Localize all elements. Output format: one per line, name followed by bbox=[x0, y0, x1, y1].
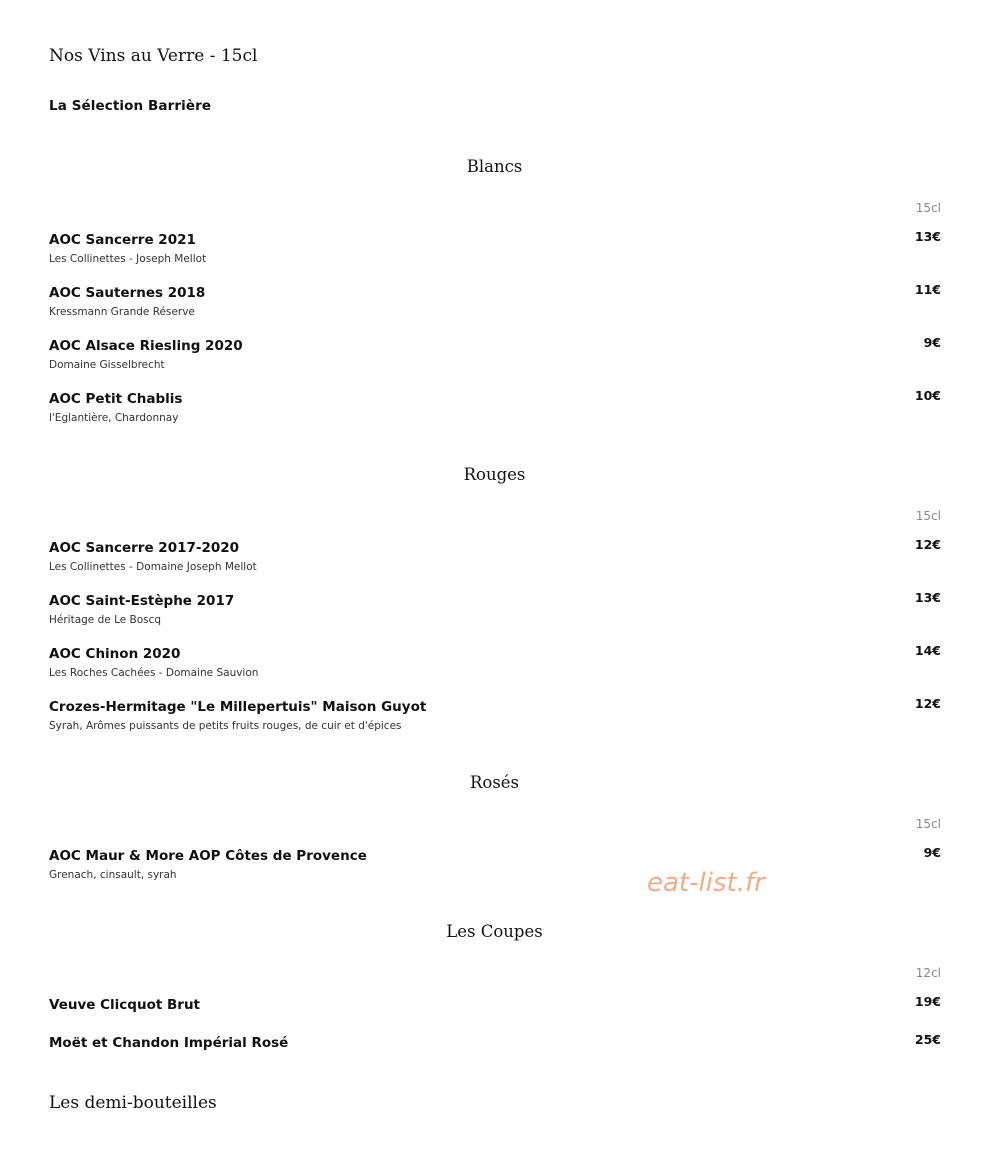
wine-price: 13€ bbox=[914, 229, 941, 244]
wine-price: 12€ bbox=[914, 537, 941, 552]
list-item bbox=[49, 282, 941, 329]
wine-description: Les Collinettes - Joseph Mellot bbox=[49, 253, 207, 265]
list-item bbox=[49, 1032, 941, 1057]
wine-price: 9€ bbox=[923, 845, 941, 860]
wine-description: Les Roches Cachées - Domaine Sauvion bbox=[49, 667, 259, 679]
list-item bbox=[49, 643, 941, 690]
wine-price: 19€ bbox=[914, 994, 941, 1009]
list-item bbox=[49, 845, 941, 892]
wine-name: AOC Alsace Riesling 2020 bbox=[49, 338, 243, 354]
wine-name: AOC Maur & More AOP Côtes de Provence bbox=[49, 848, 367, 864]
volume-label: 15cl bbox=[915, 201, 941, 215]
wine-description: Les Collinettes - Domaine Joseph Mellot bbox=[49, 561, 257, 573]
wine-description: Domaine Gisselbrecht bbox=[49, 359, 165, 371]
wine-description: Héritage de Le Boscq bbox=[49, 614, 162, 626]
wine-price: 25€ bbox=[914, 1032, 941, 1047]
section-title: Rouges bbox=[463, 465, 526, 484]
page-title: Nos Vins au Verre - 15cl bbox=[49, 46, 258, 66]
volume-label: 15cl bbox=[915, 817, 941, 831]
wine-name: AOC Saint-Estèphe 2017 bbox=[49, 593, 235, 609]
wine-description: Grenach, cinsault, syrah bbox=[49, 869, 177, 881]
volume-label: 15cl bbox=[915, 509, 941, 523]
list-item bbox=[49, 590, 941, 637]
wine-price: 10€ bbox=[914, 388, 941, 403]
list-item bbox=[49, 537, 941, 584]
wine-price: 12€ bbox=[914, 696, 941, 711]
half-bottles-heading: Les demi-bouteilles bbox=[49, 1093, 217, 1113]
wine-name: AOC Chinon 2020 bbox=[49, 646, 181, 662]
volume-label: 12cl bbox=[915, 966, 941, 980]
wine-price: 9€ bbox=[923, 335, 941, 350]
list-item bbox=[49, 335, 941, 382]
wine-name: AOC Petit Chablis bbox=[49, 391, 183, 407]
wine-name: AOC Sancerre 2021 bbox=[49, 232, 196, 248]
list-item bbox=[49, 994, 941, 1019]
wine-description: Kressmann Grande Réserve bbox=[49, 306, 195, 318]
section-title: Les Coupes bbox=[446, 922, 543, 941]
wine-price: 14€ bbox=[914, 643, 941, 658]
wine-price: 13€ bbox=[914, 590, 941, 605]
section-title: Blancs bbox=[466, 157, 523, 176]
list-item bbox=[49, 229, 941, 276]
selection-subtitle: La Sélection Barrière bbox=[49, 98, 212, 114]
wine-name: AOC Sauternes 2018 bbox=[49, 285, 206, 301]
section-title: Rosés bbox=[469, 773, 520, 792]
list-item bbox=[49, 388, 941, 435]
wine-name: Moët et Chandon Impérial Rosé bbox=[49, 1035, 289, 1051]
wine-price: 11€ bbox=[914, 282, 941, 297]
watermark: eat-list.fr bbox=[647, 868, 765, 898]
wine-description: Syrah, Arômes puissants de petits fruits rouges, de cuir et d'épices bbox=[49, 720, 402, 732]
wine-description: l'Eglantière, Chardonnay bbox=[49, 412, 179, 424]
wine-name: AOC Sancerre 2017-2020 bbox=[49, 540, 240, 556]
wine-name: Veuve Clicquot Brut bbox=[49, 997, 201, 1013]
list-item bbox=[49, 696, 941, 743]
wine-name: Crozes-Hermitage "Le Millepertuis" Maison Guyot bbox=[49, 699, 427, 715]
